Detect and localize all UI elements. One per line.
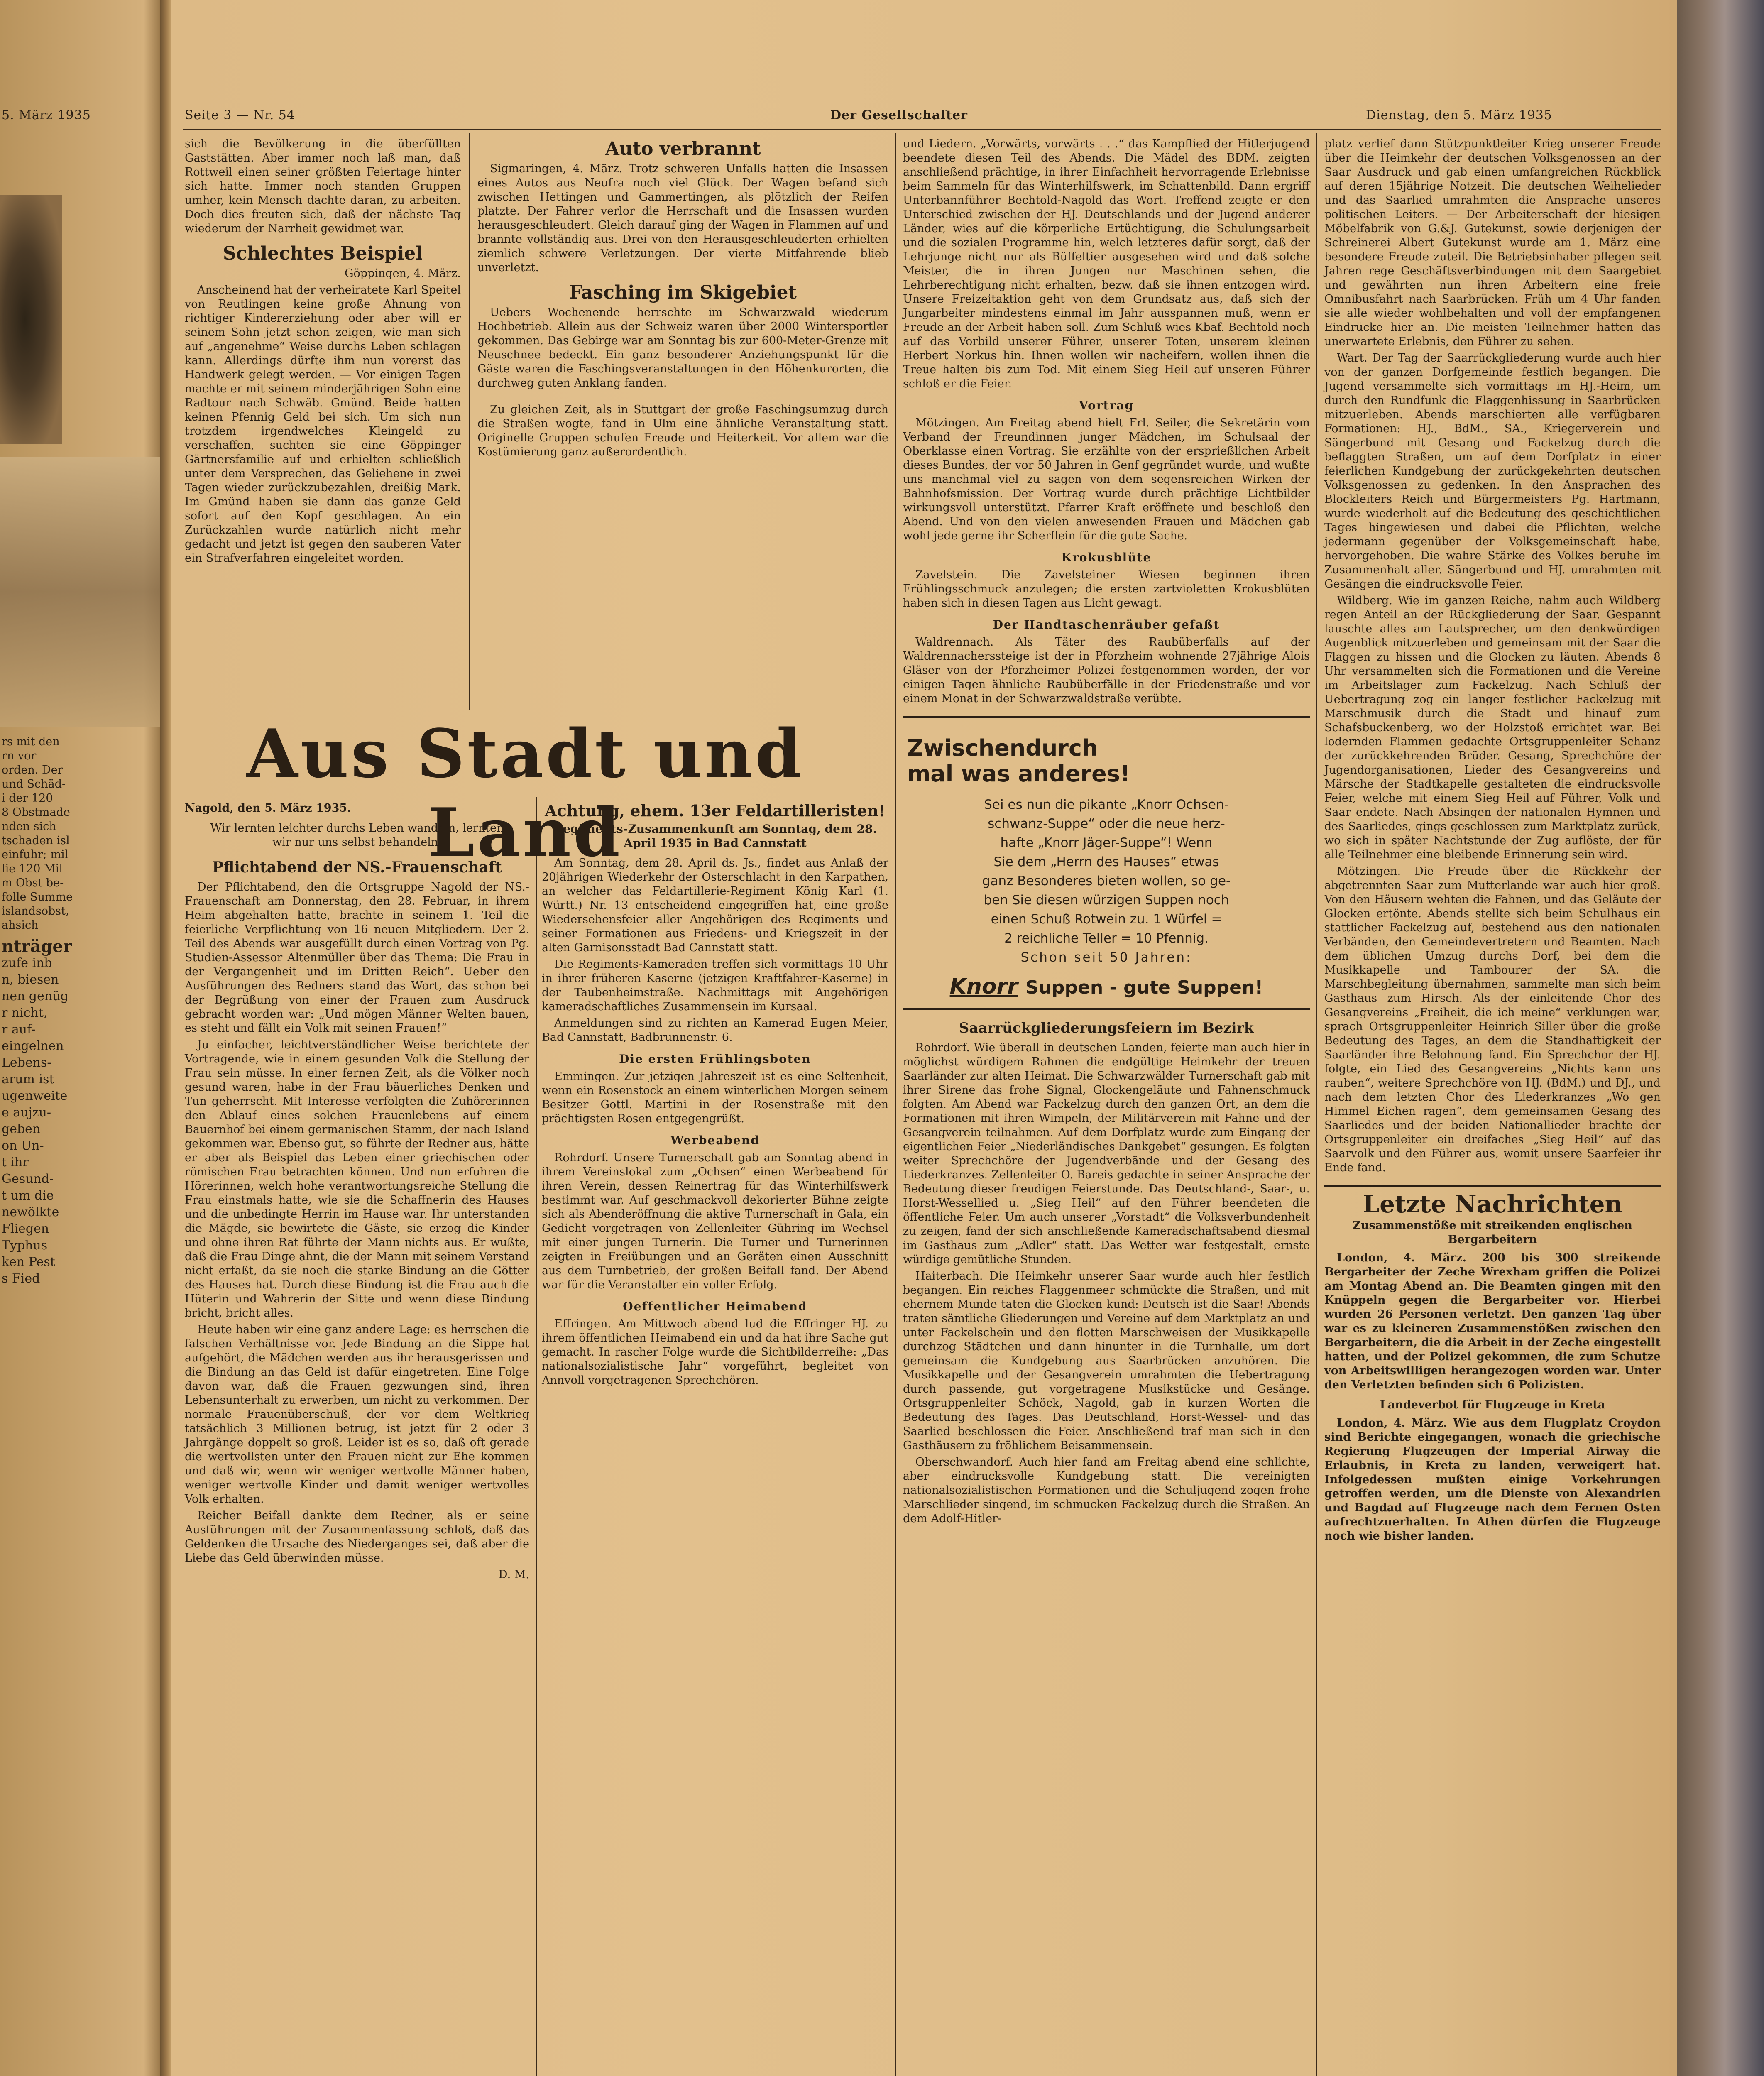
column-5 (1324, 137, 1661, 1546)
knorr-advertisement (903, 728, 1310, 998)
article-text: Rohrdorf. Unsere Turnerschaft gab am Sonntag abend in ihrem Vereinslokal zum „Ochsen“ einen Werbeabend für ihren Verein, dessen Reinertrag für das Winterhilfswerk bestimmt war. Auf geschmackvoll dekorierter Bühne zeigte sich als Abenderöffnung die aktive Turnerschaft in Gala, ein Gedicht vorgetragen von Zellenleiter Gühring im Wechsel mit einer jungen Turnerin. Die Turner und Turnerinnen zeigten in Freiübungen und an Geräten einen Ausschnitt aus dem Turnbetrieb, der großen Beifall fand. Der Abend war für die Veranstalter ein voller Erfolg. (542, 1151, 888, 1291)
knorr-logo: Knorr (949, 974, 1018, 999)
article-text: Die Regiments-Kameraden treffen sich vormittags 10 Uhr in ihrer früheren Kaserne (jetzigen Kraftfahrer-Kaserne) in der Taubenheimstraße. Nachmittags mit Angehörigen kameradschaftliches Zusammensein im Kursaal. (542, 958, 888, 1013)
article-title: Oeffentlicher Heimabend (623, 1300, 807, 1313)
article-text: sich die Bevölkerung in die überfüllten Gaststätten. Aber immer noch laß man, daß Rottweil einen seiner größten Feiertage hinter sich hatte. Immer noch standen Gruppen umher, kein Mensch dachte daran, zu arbeiten. Doch dies freuten sich, daß der nächste Tag wiederum der Narrheit gewidmet war. (185, 137, 461, 235)
article-text: Haiterbach. Die Heimkehr unserer Saar wurde auch hier festlich begangen. Ein reiches Flaggenmeer schmückte die Straßen, und mit ehernem Munde taten die Glocken kund: Deutsch ist die Saar! Abends traten sämtliche Gliederungen und Vereine auf dem Marktplatz an und unter Fackelschein und den flotten Marschweisen der Musikkapelle durchzog Städtchen und dann hinunter in die Turnhalle, um dort gemeinsam die Kundgebung aus Saarbrücken anzuhören. Die Musikkapelle und der Gesangverein umrahmten die Uebertragung durch passende, gut vorgetragene Musikstücke und Gesänge. Ortsgruppenleiter Schöck, Nagold, gab in kurzen Worten die Bedeutung des Tages. Das Deutschland, Horst-Wessel- und das Saarlied beschlossen die Feier. Anschließend traf man sich in den Gasthäusern zu fröhlichem Beisammensein. (903, 1270, 1310, 1452)
news-subtitle: Zusammenstöße mit streikenden englischen Bergarbeitern (1353, 1219, 1632, 1246)
article-dateline: Göppingen, 4. März. (344, 267, 461, 280)
article-title: Werbeabend (670, 1133, 760, 1147)
article-title: Der Handtaschenräuber gefaßt (993, 618, 1220, 632)
column-artillerie (542, 801, 888, 1390)
article-text: Anscheinend hat der verheiratete Karl Speitel von Reutlingen keine große Ahnung von richtiger Kindererziehung oder aber will er seinem Sohn jetzt schon zeigen, wie man sich auf „angenehme“ Weise durchs Leben schlagen kann. Allerdings dürfte ihm nun vorerst das Handwerk gelegt werden. — Vor einigen Tagen machte er mit seinem minderjährigen Sohn eine Radtour nach Schwäb. Gmünd. Beide hatten keinen Pfennig Geld bei sich. Um sich nun trotzdem irgendwelches Kleingeld zu verschaffen, suchten sie eine Göppinger Gärtnersfamilie auf und erhielten schließlich unter dem Versprechen, das Geliehene in zwei Tagen wieder zurückzubezahlen, dreißig Mark. Im Gmünd haben sie dann das ganze Geld sofort auf den Kopf geschlagen. An ein Zurückzahlen wurde natürlich nicht mehr gedacht und jetzt ist gegen den sauberen Vater ein Strafverfahren eingeleitet worden. (185, 284, 461, 565)
page-number: Seite 3 — Nr. 54 (185, 108, 295, 122)
ad-headline: Zwischendurch mal was anderes! (907, 735, 1130, 787)
news-text: London, 4. März. 200 bis 300 streikende Bergarbeiter der Zeche Wrexham griffen die Polizei am Montag Abend an. Die Beamten gingen mit den Knüppeln gegen die Bergarbeiter vor. Hierbei wurden 26 Personen verletzt. Den ganzen Tag über war es zu kleineren Zusammenstößen zwischen den Bergarbeitern, die die Arbeit in der Zeche eingestellt hatten, und der Polizei gekommen, die zum Schutze von Arbeitswilligen herangezogen worden war. Unter den Verletzten befinden sich 6 Polizisten. (1324, 1251, 1661, 1391)
article-text: Wart. Der Tag der Saarrückgliederung wurde auch hier von der ganzen Dorfgemeinde festlich begangen. Die Jugend versammelte sich vormittags im HJ.-Heim, um durch den Rundfunk die Flaggenhissung in Saarbrücken mitzuerleben. Abends marschierten alle verfügbaren Formationen: HJ., BdM., SA., Kriegerverein und Sängerbund mit Gesang und Fackelzug durch die beflaggten Straßen, um auf dem Dorfplatz in einer feierlichen Kundgebung der zurückgekehrten deutschen Volksgenossen zu gedenken. In den Ansprachen des Blockleiters Reich und Bürgermeisters Pg. Hartmann, wurde wiederholt auf die Bedeutung des geschichtlichen Tages hingewiesen und dabei die Pflichten, welche jedermann gegenüber der Volksgemeinschaft habe, hervorgehoben. Die wahre Stärke des Volkes beruhe im Zusammenhalt aller. Sängerbund und HJ. umrahmten mit Gesängen die eindrucksvolle Feier. (1324, 352, 1661, 590)
header-rule (183, 129, 1661, 130)
news-subtitle: Landeverbot für Flugzeuge in Kreta (1380, 1398, 1605, 1411)
article-text: Rohrdorf. Wie überall in deutschen Landen, feierte man auch hier in möglichst würdigem Rahmen die endgültige Heimkehr der treuen Saarländer zur alten Heimat. Die Schwarzwälder Turnerschaft gab mit ihrer Sirene das frohe Signal, Glockengeläute und Fahnenschmuck folgten. Am Abend war Fackelzug durch den ganzen Ort, an dem die Formationen mit ihren Wimpeln, der Militärverein mit Fahne und der Gesangverein teilnahmen. Auf dem Dorfplatz wurde zum Eingang der eigentlichen Feier „Niederländisches Dankgebet“ gesungen. Es folgten weiter Sprechchöre der Jugendverbände und der Gesang des Liederkranzes. Zellenleiter O. Bareis gedachte in seiner Ansprache der Bedeutung dieser freudigen Feierstunde. Das Deutschland-, Saar-, u. Horst-Wessellied u. „Sieg Heil“ auf den Führer beendeten die öffentliche Feier. Um auch unserer „Vorstadt“ die Volksverbundenheit zu zeigen, fand der sich anschließende Kameradschaftsabend diesmal im Gasthaus zum „Adler“ statt. Das Wetter war festgestalt, ernste würdige gemütliche Stunden. (903, 1041, 1310, 1266)
article-text: Wildberg. Wie im ganzen Reiche, nahm auch Wildberg regen Anteil an der Rückgliederung der Saar. Gespannt lauschte alles am Lautsprecher, um den denkwürdigen Augenblick mitzuerleben und gemeinsam mit der Saar die Flaggen zu hissen und die Glocken zu läuten. Abends 8 Uhr versammelten sich die Formationen und die Vereine im Arbeitslager zum Fackelzug. Nach Schluß der Uebertragung zog ein langer festlicher Fackelzug mit Marschmusik durch die Stadt und hinauf zum Schafsbuckenberg, wo der Holzstoß errichtet war. Bei lodernden Flammen gedachte Ortsgruppenleiter Schanz der zurückkehrenden Brüder. Gesang, Sprechchöre der Jugendorganisationen, Lieder des Gesangvereins und Märsche der Stadtkapelle gestalteten die eindrucksvolle Feier, welche mit einem Sieg Heil auf Führer, Volk und Saar endete. Nach Absingen der nationalen Hymnen und des Saarliedes, gings geschlossen zum Marktplatz zurück, wo sich in später Nachtstunde der Zug auflöste, der für alle Teilnehmer eine bleibende Erinnerung sein wird. (1324, 594, 1661, 861)
article-title: Achtung, ehem. 13er Feldartilleristen! (545, 801, 886, 820)
article-title: Vortrag (1079, 399, 1134, 412)
book-binding (1677, 0, 1764, 2076)
article-text: Uebers Wochenende herrschte im Schwarzwald wiederum Hochbetrieb. Allein aus der Schweiz waren über 2000 Wintersportler gekommen. Das Gebirge war am Sonntag bis zur 600-Meter-Grenze mit Neuschnee bedeckt. Ein ganz besonderer Anziehungspunkt für die Gäste waren die Faschingsveranstaltungen in den Höhenkurorten, die durchweg guten Anklang fanden. (477, 306, 888, 389)
prev-page-text-fragment-lower: nträger zufe inb n, biesen nen genüg r nicht, r auf- eingelnen Lebens- arum ist ugenweite e aujzu- geben on Un- t ihr Gesund- t um die newölkte Fliegen Typhus ken Pest s Fied (2, 937, 72, 1286)
column-nagold (185, 801, 529, 1582)
column-2-top (477, 137, 888, 462)
article-text: Oberschwandorf. Auch hier fand am Freitag abend eine schlichte, aber eindrucksvolle Kundgebung statt. Die vereinigten nationalsozialistischen Formationen und die Schuljugend zogen frohe Marschlieder singend, im schmucken Fackelzug durch die Straßen. An dem Adolf-Hitler- (903, 1456, 1310, 1525)
newspaper-photo-lower (0, 457, 160, 727)
issue-date: Dienstag, den 5. März 1935 (1366, 108, 1552, 122)
column-rule (895, 133, 896, 2076)
article-text: Reicher Beifall dankte dem Redner, als er seine Ausführungen mit der Zusammenfassung schloß, daß das Geldenken die Ursache des Niederganges sei, daß aber die Liebe das Geld überwinden müsse. (185, 1509, 529, 1564)
column-4 (903, 137, 1310, 1528)
article-dateline: Nagold, den 5. März 1935. (185, 802, 351, 815)
article-text: und Liedern. „Vorwärts, vorwärts . . .“ das Kampflied der Hitlerjugend beendete diesen Teil des Abends. Die Mädel des BDM. zeigten anschließend prächtige, in ihrer Einfachheit hervorragende Erlebnisse beim Sammeln für das Winterhilfswerk, im Schattenbild. Dann ergriff Unterbannführer Bechtold-Nagold das Wort. Treffend zeigte er den Unterschied zwischen der HJ. Deutschlands und der Jugend anderer Länder, wies auf die körperliche Ertüchtigung, die Schulungsarbeit und die sozialen Programme hin, welch letzteres dafür sorgt, daß der Lehrjunge nicht nur als Büffeltier ausgesehen wird und daß solche Meister, die in ihren Jungen nur Maschinen sehen, die Lehrberechtigung nicht erhalten, bezw. daß sie ihnen entzogen wird. Unsere Freizeitaktion geht von dem Grundsatz aus, daß sich der Jungarbeiter mindestens einmal im Jahr ausspannen muß, wenn er Freude an der Arbeit haben soll. Zum Schluß wies Kbaf. Bechtold noch auf das Vorbild unserer Führer, unserer Toten, unserem kleinen Herbert Norkus hin. Ihnen wollen wir nacheifern, wollen ihnen die Treue halten bis zum Tod. Mit einem Sieg Heil auf unseren Führer schloß er die Feier. (903, 137, 1310, 390)
page-gutter (160, 0, 171, 2076)
ad-slogan: Suppen - gute Suppen! (1025, 977, 1263, 998)
article-text: Waldrennach. Als Täter des Raubüberfalls auf der Waldrennacherssteige ist der in Pforzheim wohnende 27jährige Alois Gläser von der Pforzheimer Polizei festgenommen worden, der vor einigen Tagen ähnliche Raubüberfälle in der Friedenstraße und vor einem Monat in der Schwarzwaldstraße verübte. (903, 636, 1310, 705)
article-title: Fasching im Skigebiet (569, 282, 797, 303)
article-title: Die ersten Frühlingsboten (619, 1052, 811, 1066)
ad-brand-line (907, 974, 1306, 999)
news-title: Letzte Nachrichten (1363, 1190, 1622, 1218)
article-text: Ju einfacher, leichtverständlicher Weise berichtete der Vortragende, wie in einem gesunden Volk die Stellung der Frau sein müsse. In einer fernen Zeit, als die Völker noch gesund waren, habe in der Frau bäuerliches Denken und Tun geherrscht. Mit Interesse verfolgten die Zuhörerinnen den Ablauf eines solchen Frauenlebens auf einem Bauernhof bei einem germanischen Stamm, der nach Island gekommen war. Ebenso gut, so führte der Redner aus, hätte er aber als Beispiel das Leben einer griechischen oder römischen Frau betrachten können. Und nun erfuhren die Hörerinnen, welch hohe verantwortungsreiche Stellung die Frau einstmals hatte, wie sie die Schaffnerin des Hauses und die unbedingte Herrin im Hause war. Ihr unterstanden die Mägde, sie bewirtete die Gäste, sie erzog die Kinder und ohne ihren Rat führte der Mann nichts aus. Er wußte, daß die Frau Dinge ahnt, die der Mann mit seinem Verstand nicht erfaßt, da sie noch die starke Bindung an die Götter des Hauses hat. Durch diese Bindung ist die Frau auch die Hüterin und Wahrerin der Sitte und wenn diese Bindung bricht, bricht alles. (185, 1038, 529, 1320)
article-text: Heute haben wir eine ganz andere Lage: es herrschen die falschen Verhältnisse vor. Jede Bindung an die Sippe hat aufgehört, die Mädchen werden aus ihr herausgerissen und die Bindung an das Geld ist dafür eingetreten. Eine Folge davon war, daß die Frauen gezwungen sind, ihren Lebensunterhalt zu erwerben, um nicht zu verkommen. Der normale Frauenüberschuß, der vor dem Weltkrieg tatsächlich 3 Millionen betrug, ist jetzt für 2 oder 3 Jahrgänge doppelt so groß. Leider ist es so, daß oft gerade die wertvollsten unter den Frauen nicht zur Ehe kommen und daß wir, wenn wir weniger wertvolle Männer haben, weniger wertvolle Kinder und damit weniger wertvolles Volk erhalten. (185, 1323, 529, 1506)
article-text: Mötzingen. Am Freitag abend hielt Frl. Seiler, die Sekretärin vom Verband der Freundinnen junger Mädchen, im Schulsaal der Oberklasse einen Vortrag. Sie erzählte von der ersprießlichen Arbeit dieses Bundes, der vor 50 Jahren in Genf gegründet wurde, und wußte uns manchmal viel zu sagen von dem segensreichen Wirken der Bahnhofsmission. Der Vortrag wurde durch prächtige Lichtbilder wirkungsvoll unterstützt. Pfarrer Kraft eröffnete und beschloß den Abend. Und von den vielen anwesenden Frauen und Mädchen gab wohl jede gerne ihr Scherflein für die gute Sache. (903, 416, 1310, 542)
ad-body: Sei es nun die pikante „Knorr Ochsen- schwanz-Suppe“ oder die neue herz- hafte „Knorr Jäger-Suppe“! Wenn Sie dem „Herrn des Hauses“ etwas ganz Besonderes bieten wollen, so ge- ben Sie diesen würzigen Suppen noch einen Schuß Rotwein zu. 1 Würfel = 2 reichliche Teller = 10 Pfennig. Schon seit 50 Jahren: (982, 797, 1231, 965)
column-rule (469, 133, 470, 710)
article-text: Anmeldungen sind zu richten an Kamerad Eugen Meier, Bad Cannstatt, Badbrunnenstr. 6. (542, 1017, 888, 1044)
section-title: Aus Stadt und Land (246, 715, 804, 872)
article-text: platz verlief dann Stützpunktleiter Krieg unserer Freude über die Heimkehr der deutschen Volksgenossen an der Saar Ausdruck und gab einen umfangreichen Rückblick auf deren 15jährige Notzeit. Die deutschen Weihelieder und das Saarlied umrahmten die Ansprache unseres politischen Leiters. — Der Arbeiterschaft der hiesigen Möbelfabrik von G.&J. Gutekunst, sowie derjenigen der Schreinerei Albert Gutekunst wurde am 1. März eine besondere Freude zuteil. Die Betriebsinhaber pflegen seit Jahren rege Geschäftsverbindungen mit dem Saargebiet und gewährten nun ihren Arbeitern eine freie Omnibusfahrt nach Saarbrücken. Früh um 4 Uhr fanden sie alle wieder wohlbehalten und voll der empfangenen Eindrücke hier an. Die meisten Teilnehmer hatten das unerwartete Erlebnis, den Führer zu sehen. (1324, 137, 1661, 348)
column-rule (1316, 133, 1317, 2076)
motto: Wir lernten leichter durchs Leben wandeln, lernten wir nur uns selbst behandeln. (210, 822, 504, 849)
article-text: Zu gleichen Zeit, als in Stuttgart der große Faschingsumzug durch die Straßen wogte, fand in Ulm eine ähnliche Veranstaltung statt. Originelle Gruppen schufen Freude und Heiterkeit. Vor allem war die Kostümierung ganz außerordentlich. (477, 403, 888, 458)
newspaper-photo (0, 195, 62, 444)
article-text: Am Sonntag, dem 28. April ds. Js., findet aus Anlaß der 20jährigen Wiederkehr der Osterschlacht in den Karpathen, an welcher das Feldartillerie-Regiment König Karl (1. Württ.) Nr. 13 entscheidend eingegriffen hat, eine große Wiedersehensfeier aller Angehörigen des Regiments und seiner Formationen aus Friedens- und Kriegszeit in der alten Garnisonsstadt Bad Cannstatt statt. (542, 857, 888, 954)
article-title: Krokusblüte (1061, 551, 1152, 564)
section-divider (903, 716, 1310, 718)
article-text: Sigmaringen, 4. März. Trotz schweren Unfalls hatten die Insassen eines Autos aus Neufra noch viel Glück. Der Wagen befand sich zwischen Hettingen und Gammertingen, als plötzlich der Reifen platzte. Der Fahrer verlor die Herrschaft und die Insassen wurden herausgeschleudert. Gleich darauf ging der Wagen in Flammen auf und brannte vollständig aus. Drei von den Herausgeschleuderten erhielten ziemlich schwere Verletzungen. Der vierte Mitfahrende blieb unverletzt. (477, 162, 888, 274)
article-text: Emmingen. Zur jetzigen Jahreszeit ist es eine Seltenheit, wenn ein Rosenstock an einem winterlichen Morgen seinem Besitzer Gottl. Martini in der Rosenstraße mit den prächtigsten Rosen entgegengrüßt. (542, 1070, 888, 1125)
article-subtitle: Regiments-Zusammenkunft am Sonntag, dem 28. April 1935 in Bad Cannstatt (553, 822, 877, 850)
article-text: Zavelstein. Die Zavelsteiner Wiesen beginnen ihren Frühlingsschmuck anzulegen; die ersten zartvioletten Krokusblüten haben sich in diesen Tagen aus Licht gewagt. (903, 568, 1310, 610)
article-title: Pflichtabend der NS.-Frauenschaft (212, 859, 502, 876)
article-text: Effringen. Am Mittwoch abend lud die Effringer HJ. zu ihrem öffentlichen Heimabend ein und da hat ihre Sache gut gemacht. In rascher Folge wurde die Sichtbilderreihe: „Das nationalsozialistische Jahr“ vorgeführt, begleitet von Annvoll vorgetragenen Sprechchören. (542, 1317, 888, 1387)
column-rule (536, 797, 537, 2076)
author-signature: D. M. (498, 1568, 529, 1581)
prev-page-date: 5. März 1935 (2, 108, 91, 122)
newspaper-name: Der Gesellschafter (830, 108, 968, 122)
article-title: Saarrückgliederungsfeiern im Bezirk (959, 1020, 1254, 1036)
prev-page-text-fragment: rs mit den rn vor orden. Der und Schäd- i der 120 8 Obstmade nden sich tschaden isl einfuhr; mil lie 120 Mil m Obst be- folle Summe islandsobst, ahsich (2, 735, 73, 932)
article-title: Schlechtes Beispiel (223, 243, 423, 264)
article-title: Auto verbrannt (605, 138, 761, 159)
section-divider (1324, 1185, 1661, 1187)
news-text: London, 4. März. Wie aus dem Flugplatz Croydon sind Berichte eingegangen, wonach die griechische Regierung Flugzeugen der Imperial Airway die Erlaubnis, in Kreta zu landen, verweigert hat. Infolgedessen mußten einige Vorkehrungen getroffen werden, um die Dienste von Alexandrien und Bagdad auf Flugzeuge nach dem Fernen Osten aufrechtzuerhalten. In Athen dürfen die Flugzeuge noch wie bisher landen. (1324, 1417, 1661, 1542)
previous-page-edge (0, 0, 160, 2076)
column-1-top (185, 137, 461, 568)
article-text: Mötzingen. Die Freude über die Rückkehr der abgetrennten Saar zum Mutterlande war auch hier groß. Von den Häusern wehten die Fahnen, und das Geläute der Glocken ertönte. Abends stellte sich beim Schulhaus ein stattlicher Fackelzug auf, bestehend aus den nationalen Verbänden, den Gemeindevertretern und Beamten. Nach dem üblichen Umzug durchs Dorf, bei dem die Musikkapelle und Tambourer der SA. die Marschbegleitung übernahmen, sammelte man sich beim Gasthaus zum Hirsch. Als der einleitende Chor des Gesangvereins „Freiheit, die ich meine“ verklungen war, sprach Ortsgruppenleiter Heinrich Siller über die große Bedeutung des Tages, an dem die Standhaftigkeit der Saarländer ihre Belohnung fand. Ein Sprechchor der HJ. folgte, ein Lied des Gesangvereins „Nichts kann uns rauben“, weitere Sprechchöre von HJ. (BdM.) und DJ., und nach dem letzten Chor des Liederkranzes „Wo gen Himmel Eichen ragen“, dem gemeinsamen Gesang des Saarliedes und der beiden Nationallieder brachte der Ortsgruppenleiter ein dreifaches „Sieg Heil“ auf das Saarvolk und den Führer aus, womit unsere Saarfeier ihr Ende fand. (1324, 865, 1661, 1174)
article-text: Der Pflichtabend, den die Ortsgruppe Nagold der NS.-Frauenschaft am Donnerstag, den 28. Februar, in ihrem Heim abgehalten hatte, brachte in seinem 1. Teil die feierliche Verpflichtung von 16 neuen Mitgliedern. Der 2. Teil des Abends war ausgefüllt durch einen Vortrag von Pg. Studien-Assessor Altenmüller über das Thema: Die Frau in der Vergangenheit und im Dritten Reich“. Ueber den Ausführungen des Redners stand das Wort, das schon bei der Begrüßung von einer der Frauen zum Ausdruck gebracht worden war: „Und mögen Männer Welten bauen, es steht und fällt ein Volk mit seinen Frauen!“ (185, 881, 529, 1035)
section-divider (903, 1008, 1310, 1010)
